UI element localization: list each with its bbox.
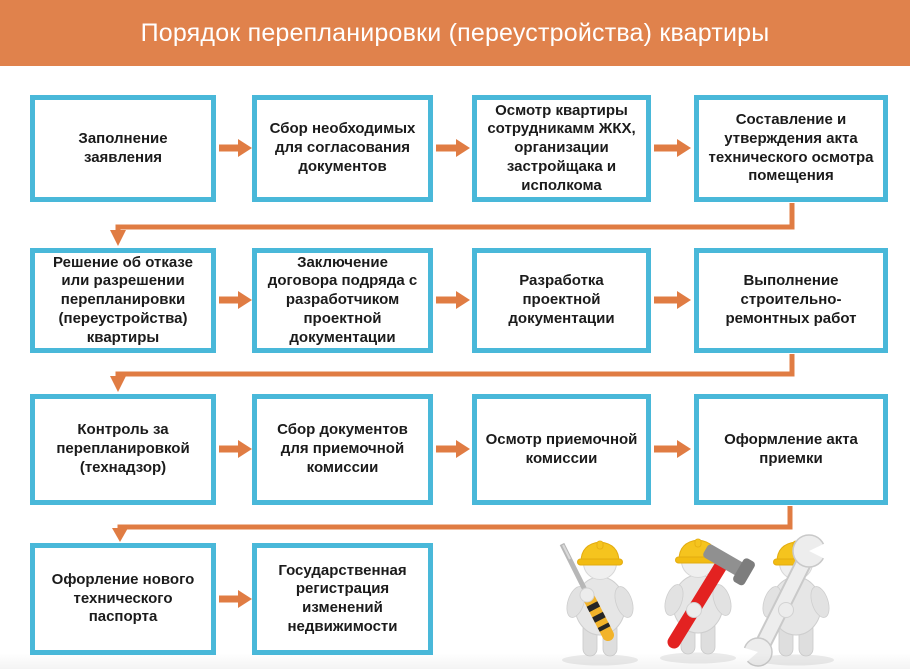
arrow-right-icon bbox=[436, 440, 470, 458]
step-commission-inspection: Осмотр приемочной комиссии bbox=[472, 394, 651, 505]
step-fill-application: Заполнение заявления bbox=[30, 95, 216, 202]
step-decision-refusal-or-permission: Решение об отказе или разрешении перепланировки (переустройства) квартиры bbox=[30, 248, 216, 353]
floor-shading bbox=[0, 653, 910, 669]
arrow-elbow-down-icon bbox=[110, 354, 792, 392]
step-construction-works: Выполнение строительно-ремонтных работ bbox=[694, 248, 888, 353]
arrow-right-icon bbox=[654, 139, 691, 157]
step-state-registration: Государственная регистрация изменений недвижимости bbox=[252, 543, 433, 655]
step-supervision: Контроль за перепланировкой (технадзор) bbox=[30, 394, 216, 505]
step-collect-documents: Сбор необходимых для согласования документов bbox=[252, 95, 433, 202]
step-new-technical-passport: Офорление нового технического паспорта bbox=[30, 543, 216, 655]
step-technical-inspection-act: Составление и утверждения акта технического осмотра помещения bbox=[694, 95, 888, 202]
step-contract-with-designer: Заключение договора подряда с разработчиком проектной документации bbox=[252, 248, 433, 353]
arrow-right-icon bbox=[219, 291, 252, 309]
worker-figure bbox=[562, 541, 638, 666]
step-apartment-inspection: Осмотр квартиры сотрудникамм ЖКХ, организации застройщака и исполкома bbox=[472, 95, 651, 202]
arrow-right-icon bbox=[436, 139, 470, 157]
arrow-right-icon bbox=[436, 291, 470, 309]
arrow-right-icon bbox=[654, 291, 691, 309]
step-acceptance-act: Оформление акта приемки bbox=[694, 394, 888, 505]
page-title: Порядок перепланировки (переустройства) квартиры bbox=[140, 18, 770, 47]
arrow-right-icon bbox=[219, 440, 252, 458]
step-project-documentation: Разработка проектной документации bbox=[472, 248, 651, 353]
title-bar bbox=[0, 0, 910, 66]
arrow-elbow-down-icon bbox=[110, 203, 792, 246]
arrow-right-icon bbox=[219, 590, 252, 608]
step-commission-documents: Сбор документов для приемочной комиссии bbox=[252, 394, 433, 505]
construction-workers-icon bbox=[548, 518, 848, 668]
arrow-right-icon bbox=[654, 440, 691, 458]
arrow-right-icon bbox=[219, 139, 252, 157]
